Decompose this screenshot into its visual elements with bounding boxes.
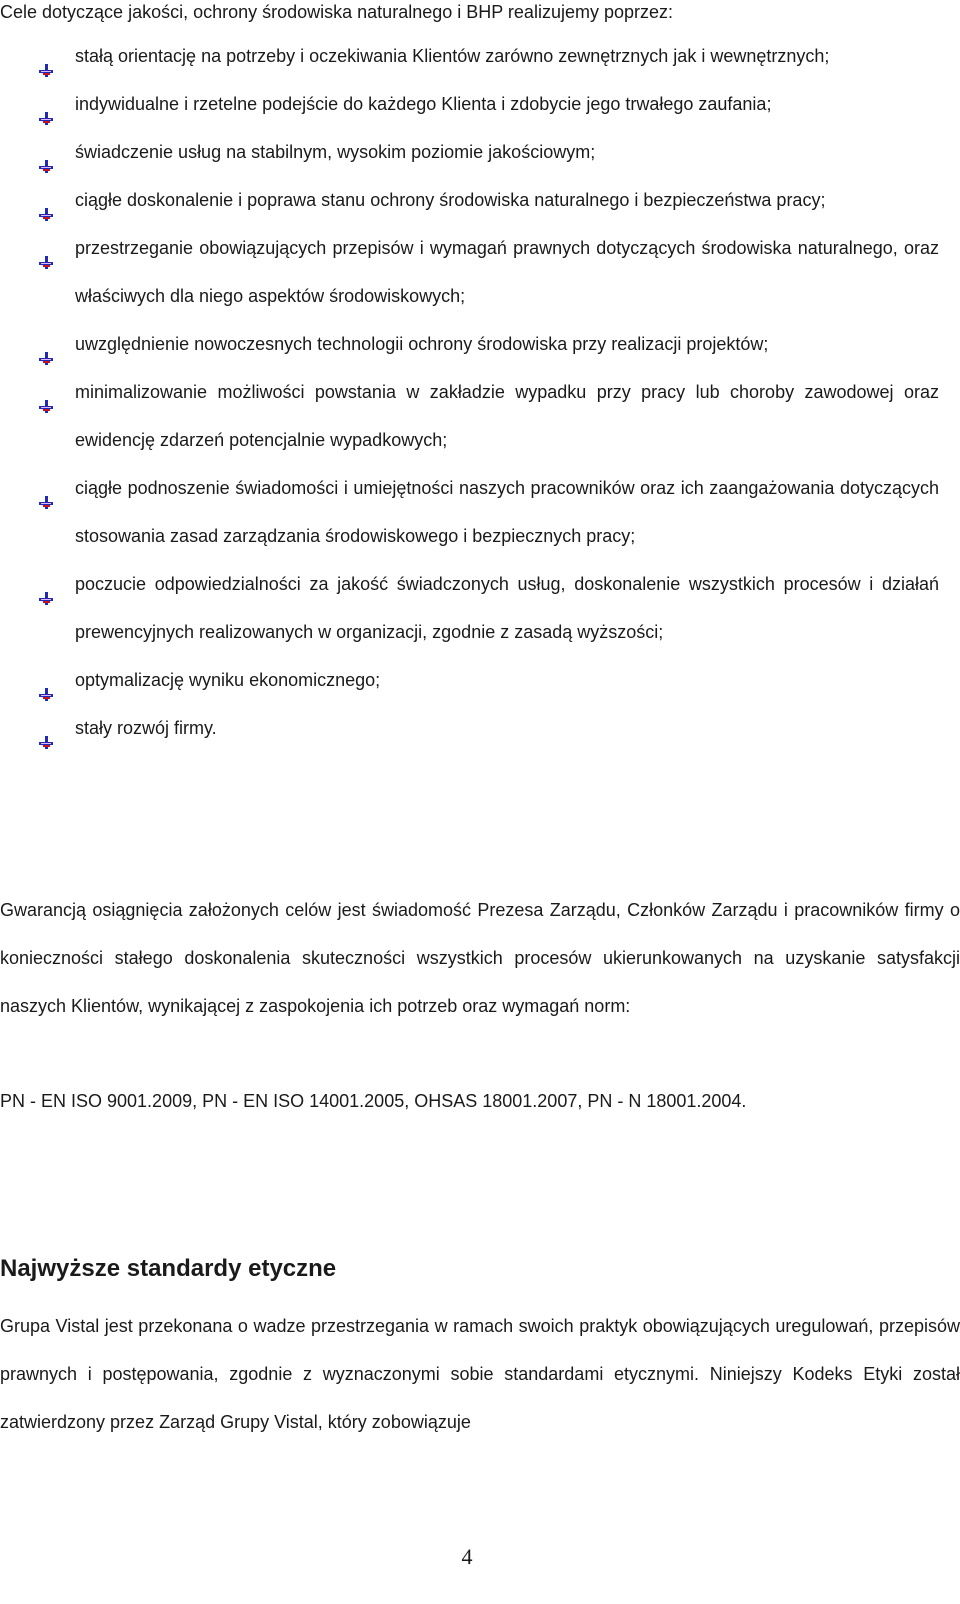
list-item-text: poczucie odpowiedzialności za jakość świadczonych usług, doskonalenie wszystkich procesów i działań prewencyjnych realizowanych w organizacji, zgodnie z zasadą wyższości;	[75, 574, 939, 642]
arrow-bullet-icon	[38, 241, 54, 257]
list-item-text: uwzględnienie nowoczesnych technologii ochrony środowiska przy realizacji projektów;	[75, 334, 769, 354]
list-item	[0, 464, 939, 560]
list-item	[0, 656, 939, 704]
list-item	[0, 368, 939, 464]
list-item-text: stałą orientację na potrzeby i oczekiwania Klientów zarówno zewnętrznych jak i wewnętrznych;	[75, 46, 830, 66]
arrow-bullet-icon	[38, 721, 54, 737]
arrow-bullet-icon	[38, 577, 54, 593]
section-heading: Najwyższe standardy etyczne	[0, 1255, 337, 1282]
list-item	[0, 176, 939, 224]
ethics-paragraph: Grupa Vistal jest przekonana o wadze przestrzegania w ramach swoich praktyk obowiązujących uregulowań, przepisów prawnych i postępowania, zgodnie z wyznaczonymi sobie standardami etycznymi. Niniejszy Kodeks Etyki został zatwierdzony przez Zarząd Grupy Vistal, który zobowiązuje	[0, 1316, 960, 1432]
list-item	[0, 704, 939, 752]
arrow-bullet-icon	[38, 49, 54, 65]
intro-text: Cele dotyczące jakości, ochrony środowiska naturalnego i BHP realizujemy poprzez:	[0, 2, 673, 22]
arrow-bullet-icon	[38, 385, 54, 401]
list-item	[0, 32, 939, 80]
arrow-bullet-icon	[38, 97, 54, 113]
list-item-text: przestrzeganie obowiązujących przepisów i wymagań prawnych dotyczących środowiska naturalnego, oraz właściwych dla niego aspektów środowiskowych;	[75, 238, 939, 306]
list-item-text: minimalizowanie możliwości powstania w zakładzie wypadku przy pracy lub choroby zawodowej oraz ewidencję zdarzeń potencjalnie wypadkowych;	[75, 382, 939, 450]
list-item	[0, 560, 939, 656]
list-item-text: indywidualne i rzetelne podejście do każdego Klienta i zdobycie jego trwałego zaufania;	[75, 94, 772, 114]
standards-line: PN - EN ISO 9001.2009, PN - EN ISO 14001.2005, OHSAS 18001.2007, PN - N 18001.2004.	[0, 1091, 747, 1111]
arrow-bullet-icon	[38, 145, 54, 161]
list-item-text: ciągłe doskonalenie i poprawa stanu ochrony środowiska naturalnego i bezpieczeństwa pracy;	[75, 190, 826, 210]
guarantee-paragraph: Gwarancją osiągnięcia założonych celów jest świadomość Prezesa Zarządu, Członków Zarządu i pracowników firmy o konieczności stałego doskonalenia skuteczności wszystkich procesów ukierunkowanych na uzyskanie satysfakcji naszych Klientów, wynikającej z zaspokojenia ich potrzeb oraz wymagań norm:	[0, 900, 960, 1016]
list-item	[0, 320, 939, 368]
list-item-text: świadczenie usług na stabilnym, wysokim poziomie jakościowym;	[75, 142, 596, 162]
page-number: 4	[461, 1544, 473, 1569]
list-item	[0, 224, 939, 320]
arrow-bullet-icon	[38, 673, 54, 689]
arrow-bullet-icon	[38, 337, 54, 353]
list-item	[0, 128, 939, 176]
arrow-bullet-icon	[38, 481, 54, 497]
list-item	[0, 80, 939, 128]
list-item-text: ciągłe podnoszenie świadomości i umiejętności naszych pracowników oraz ich zaangażowania dotyczących stosowania zasad zarządzania środowiskowego i bezpiecznych pracy;	[75, 478, 939, 546]
arrow-bullet-icon	[38, 193, 54, 209]
goals-list	[0, 32, 960, 752]
list-item-text: optymalizację wyniku ekonomicznego;	[75, 670, 381, 690]
list-item-text: stały rozwój firmy.	[75, 718, 217, 738]
